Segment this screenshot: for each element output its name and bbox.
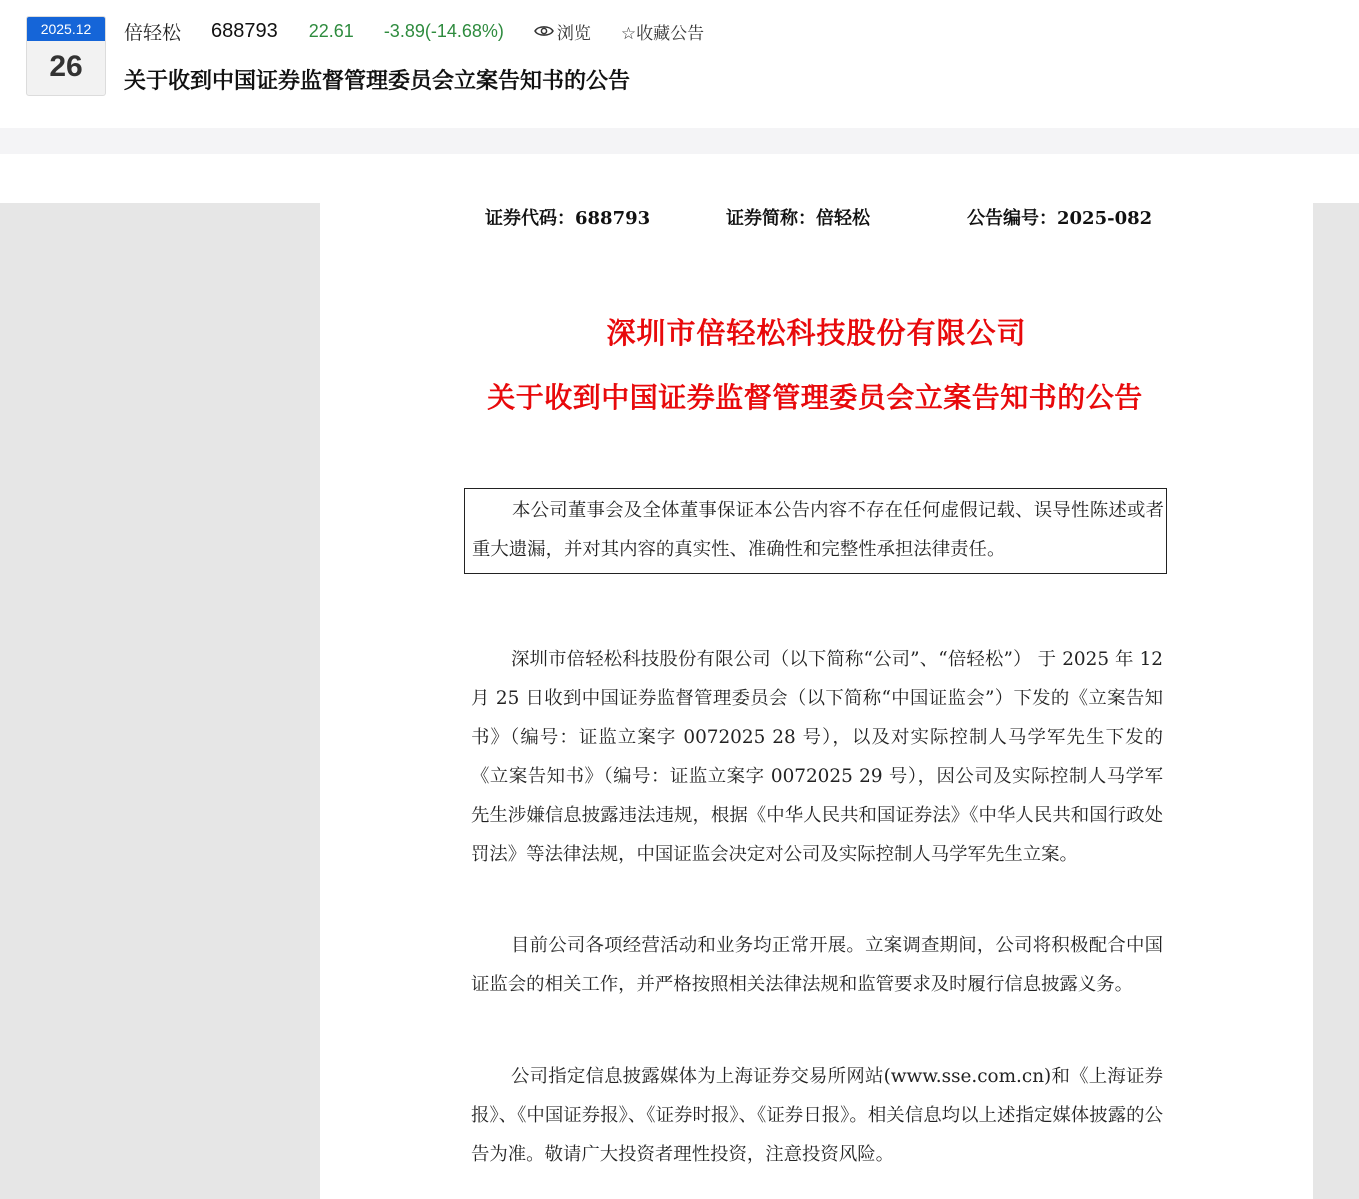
pdf-page (320, 203, 1313, 1199)
company-name: 深圳市倍轻松科技股份有限公司 (606, 316, 1027, 350)
announcement-header (0, 0, 1359, 128)
date-day: 26 (49, 50, 83, 83)
declaration-text: 本公司董事会及全体董事保证本公告内容不存在任何虚假记载、误导性陈述或者重大遗漏，并对其内容的真实性、准确性和完整性承担法律责任。 (472, 500, 1164, 560)
date-year-month: 2025.12 (27, 17, 105, 41)
security-abbr: 证券简称：倍轻松 (726, 208, 870, 229)
favorite-label: ☆收藏公告 (620, 23, 705, 44)
stock-price: 22.61 (308, 20, 354, 41)
document-title: 关于收到中国证券监督管理委员会立案告知书的公告 (487, 381, 1143, 414)
pdf-viewer[interactable] (0, 203, 1359, 1199)
section-divider (0, 128, 1359, 154)
view-label: 浏览 (556, 23, 591, 44)
body-paragraph-2: 目前公司各项经营活动和业务均正常开展。立案调查期间，公司将积极配合中国证监会的相关工作，并严格按照相关法律法规和监管要求及时履行信息披露义务。 (471, 935, 1163, 995)
declaration-box (464, 488, 1167, 574)
announcement-number: 公告编号：2025-082 (967, 208, 1153, 229)
body-paragraph-1: 深圳市倍轻松科技股份有限公司（以下简称“公司”、“倍轻松”） 于 2025 年 12 月 25 日收到中国证券监督管理委员会（以下简称“中国证监会”）下发的《立案告知书》（编号：证监立案字 0072025 28 号），以及对实际控制人马学军先生下发的《立案告知书》（编号：证监立案字 0072025 29 号），因公司及实际控制人马学军先生涉嫌信息披露违法违规，根据《中华人民共和国证券法》《中华人民共和国行政处罚法》等法律法规，中国证监会决定对公司及实际控制人马学军先生立案。 (471, 649, 1163, 865)
security-code: 证券代码：688793 (485, 208, 651, 229)
stock-meta-row (124, 18, 704, 44)
announcement-title: 关于收到中国证券监督管理委员会立案告知书的公告 (124, 69, 631, 94)
body-paragraph-3: 公司指定信息披露媒体为上海证券交易所网站(www.sse.com.cn)和《上海证券报》、《中国证券报》、《证券时报》、《证券日报》。相关信息均以上述指定媒体披露的公告为准。敬请广大投资者理性投资，注意投资风险。 (471, 1066, 1163, 1165)
security-info-line (485, 203, 1165, 229)
stock-change: -3.89(-14.68%) (383, 20, 504, 41)
stock-name-link[interactable]: 倍轻松 (124, 21, 182, 44)
eye-icon (534, 24, 554, 38)
date-badge (26, 16, 106, 96)
stock-code[interactable]: 688793 (211, 19, 278, 42)
favorite-button[interactable] (621, 19, 704, 44)
view-button[interactable] (534, 19, 591, 44)
